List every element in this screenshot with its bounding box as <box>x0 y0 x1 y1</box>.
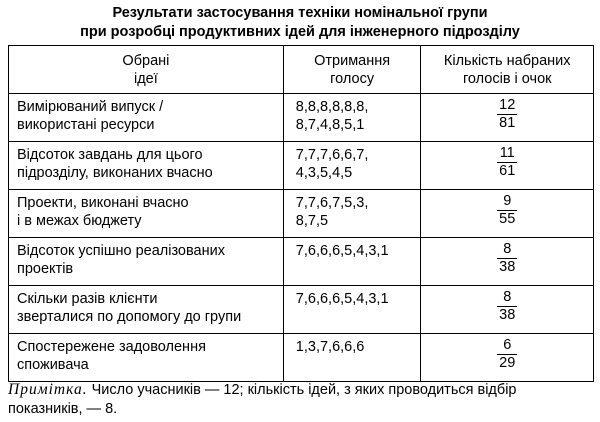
votes-line1: 7,6,6,6,5,4,3,1 <box>295 291 389 307</box>
header-score <box>421 46 594 94</box>
votes-line2: 8,7,5 <box>295 213 329 229</box>
note-text-line1: Число учасників — 12; кількість ідей, з яких проводиться відбір <box>87 382 517 398</box>
score-fraction <box>497 337 517 371</box>
idea-line2: використані ресурси <box>17 117 155 133</box>
votes-line1: 7,6,6,6,5,4,3,1 <box>295 243 389 259</box>
table-row <box>9 190 594 238</box>
vote-count: 11 <box>499 145 515 161</box>
point-total: 61 <box>499 163 516 179</box>
idea-line1: Відсоток успішно реалізованих <box>17 243 225 259</box>
note-label: Примітка. <box>8 381 88 398</box>
point-total: 38 <box>499 259 516 275</box>
idea-cell <box>9 190 284 238</box>
table-row <box>9 142 594 190</box>
vote-count: 12 <box>499 97 516 113</box>
votes-cell <box>283 334 421 382</box>
idea-line2: підрозділу, виконаних вчасно <box>17 165 213 181</box>
table-row <box>9 94 594 142</box>
vote-count: 9 <box>503 193 512 209</box>
results-table <box>8 45 594 382</box>
votes-line1: 8,8,8,8,8,8, <box>295 99 369 115</box>
idea-line2: зверталися по допомогу до групи <box>17 309 242 325</box>
idea-line1: Вимірюваний випуск / <box>17 99 164 115</box>
table-row <box>9 238 594 286</box>
score-cell <box>421 142 594 190</box>
idea-line1: Проекти, виконані вчасно <box>17 195 189 211</box>
point-total: 55 <box>499 211 516 227</box>
score-cell <box>421 190 594 238</box>
score-fraction <box>497 241 517 275</box>
score-cell <box>421 238 594 286</box>
score-cell <box>421 334 594 382</box>
score-cell <box>421 286 594 334</box>
header-score-line2: голосів і очок <box>462 70 552 87</box>
score-fraction <box>497 145 517 179</box>
votes-cell <box>283 142 421 190</box>
votes-line2: 4,3,5,4,5 <box>295 165 353 181</box>
votes-line2: 8,7,4,8,5,1 <box>295 117 365 133</box>
idea-line2: проектів <box>17 261 74 277</box>
votes-line1: 7,7,6,7,5,3, <box>295 195 369 211</box>
votes-cell <box>283 286 421 334</box>
title-line-2: при розробці продуктивних ідей для інженерного підрозділу <box>80 24 520 40</box>
votes-line1: 1,3,7,6,6,6 <box>295 339 365 355</box>
table-row <box>9 286 594 334</box>
idea-line1: Спостережене задоволення <box>17 339 206 355</box>
vote-count: 6 <box>503 337 512 353</box>
header-votes <box>283 46 421 94</box>
vote-count: 8 <box>503 289 512 305</box>
point-total: 29 <box>499 355 516 371</box>
title-line-1: Результати застосування техніки номінальної групи <box>112 5 488 21</box>
score-fraction <box>497 97 517 131</box>
idea-line2: споживача <box>17 357 89 373</box>
point-total: 81 <box>499 115 516 131</box>
header-score-line1: Кількість набраних <box>443 52 571 69</box>
idea-cell <box>9 334 284 382</box>
idea-cell <box>9 238 284 286</box>
votes-cell <box>283 238 421 286</box>
idea-line1: Відсоток завдань для цього <box>17 147 203 163</box>
votes-cell <box>283 94 421 142</box>
table-header-row <box>9 46 594 94</box>
idea-cell <box>9 286 284 334</box>
header-votes-line2: голосу <box>330 70 375 87</box>
votes-line1: 7,7,7,6,6,7, <box>295 147 369 163</box>
idea-line2: і в межах бюджету <box>17 213 142 229</box>
votes-cell <box>283 190 421 238</box>
point-total: 38 <box>499 307 516 323</box>
header-ideas <box>9 46 284 94</box>
score-fraction <box>497 193 517 227</box>
header-ideas-line1: Обрані <box>122 52 170 69</box>
table-note <box>8 380 596 419</box>
idea-line1: Скільки разів клієнти <box>17 291 158 307</box>
note-text-line2: показників, — 8. <box>8 401 118 417</box>
score-fraction <box>497 289 517 323</box>
score-cell <box>421 94 594 142</box>
idea-cell <box>9 142 284 190</box>
table-title <box>0 4 600 42</box>
table-row <box>9 334 594 382</box>
vote-count: 8 <box>503 241 512 257</box>
header-ideas-line2: ідеї <box>134 70 158 87</box>
header-votes-line1: Отримання <box>314 52 391 69</box>
idea-cell <box>9 94 284 142</box>
